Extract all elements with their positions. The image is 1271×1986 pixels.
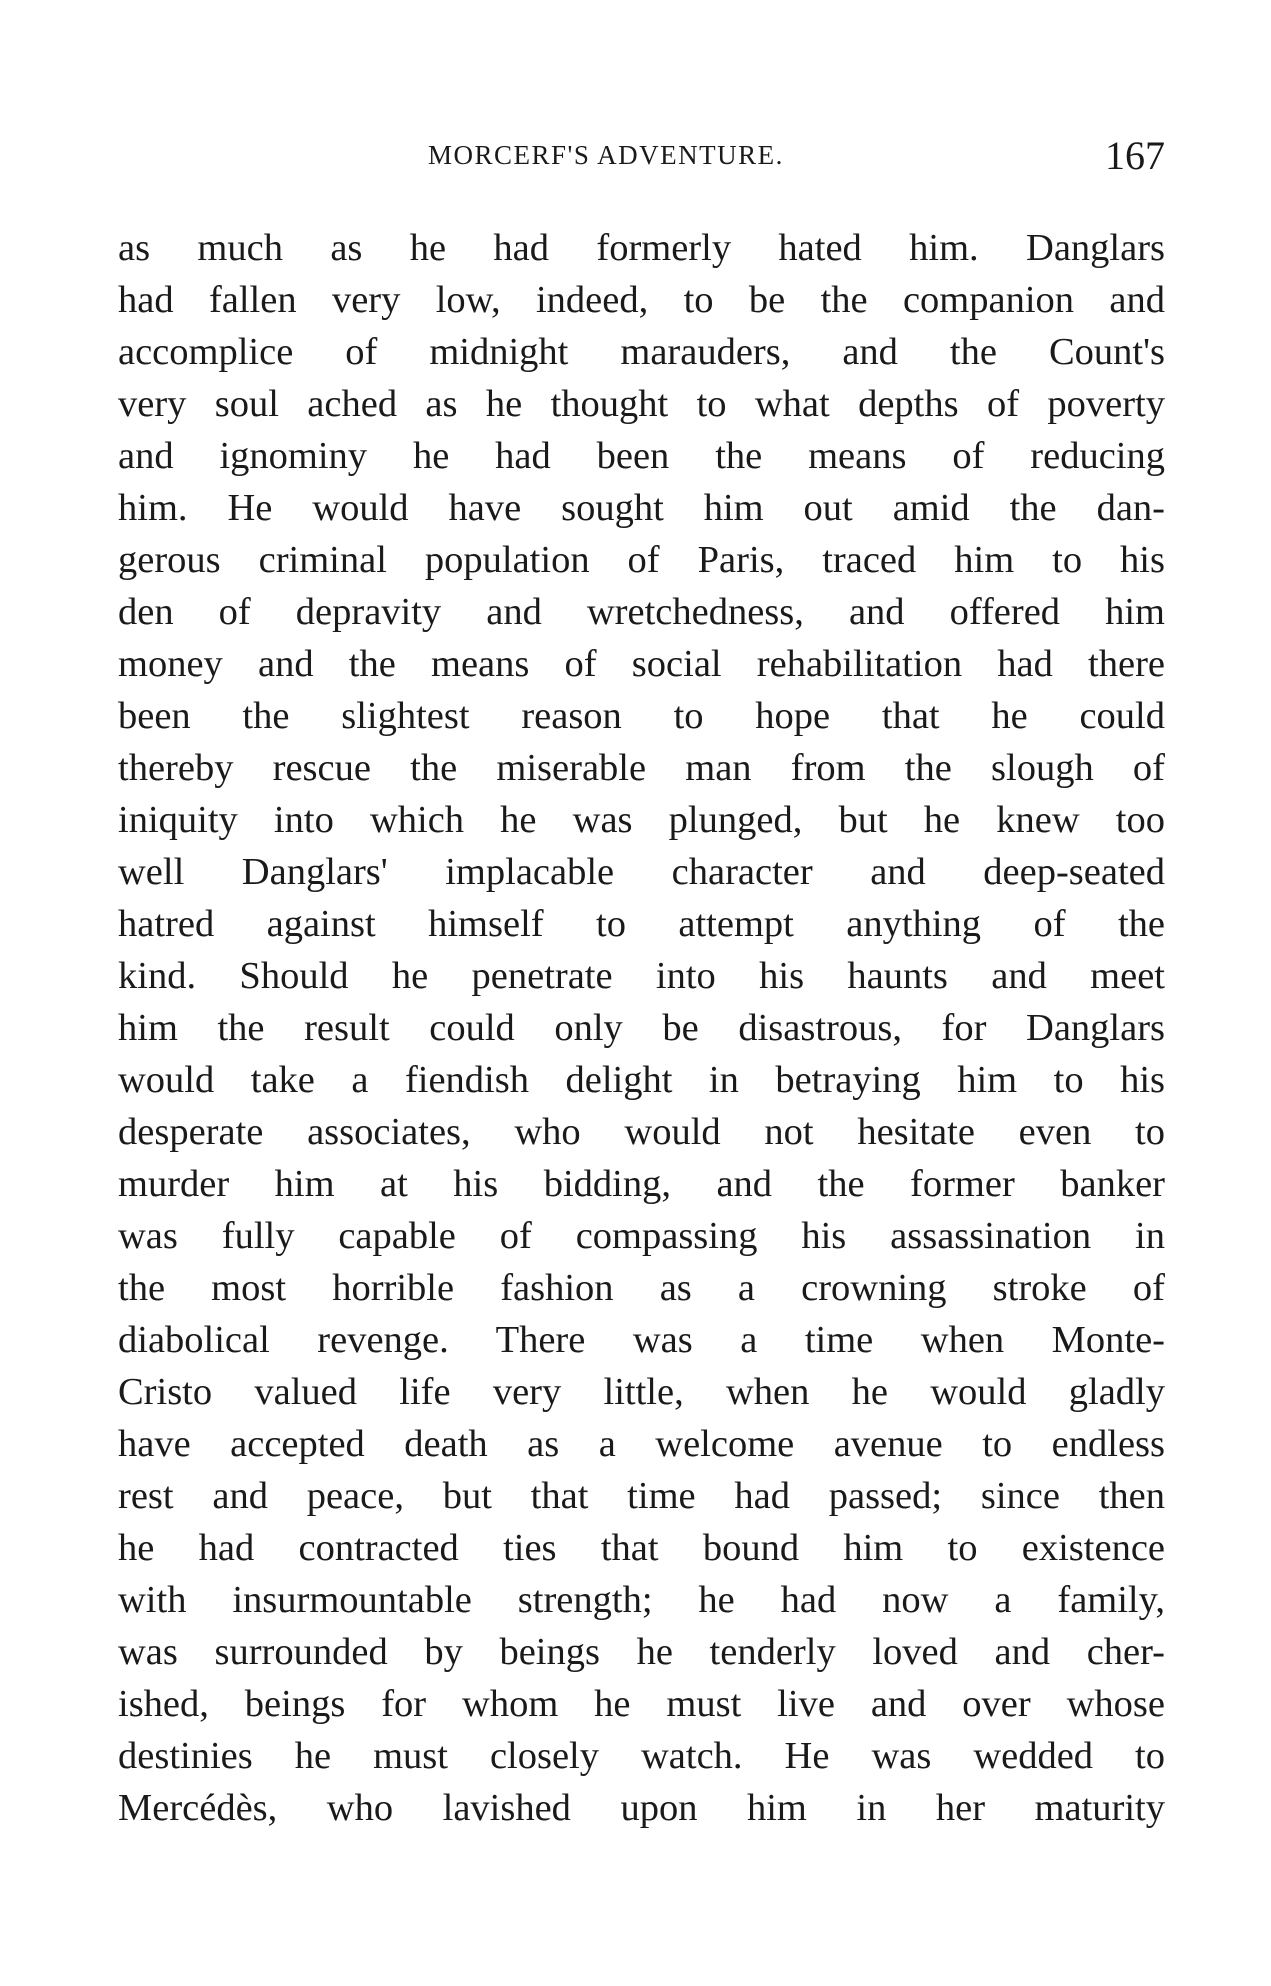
text-line: iniquity into which he was plunged, but he knew too (118, 799, 1165, 841)
page-header (118, 132, 1165, 182)
page-number: 167 (1105, 133, 1165, 178)
text-line: destinies he must closely watch. He was wedded to (118, 1735, 1165, 1777)
text-line: Cristo valued life very little, when he would gladly (118, 1371, 1165, 1413)
text-line: the most horrible fashion as a crowning stroke of (118, 1267, 1165, 1309)
text-line: him the result could only be disastrous, for Danglars (118, 1007, 1165, 1049)
text-line: accomplice of midnight marauders, and the Count's (118, 331, 1165, 373)
text-line: been the slightest reason to hope that he could (118, 695, 1165, 737)
text-line: money and the means of social rehabilitation had there (118, 643, 1165, 685)
text-line: ished, beings for whom he must live and over whose (118, 1683, 1165, 1725)
text-line: with insurmountable strength; he had now a family, (118, 1579, 1165, 1621)
text-line: have accepted death as a welcome avenue to endless (118, 1423, 1165, 1465)
text-line: den of depravity and wretchedness, and offered him (118, 591, 1165, 633)
text-line: thereby rescue the miserable man from the slough of (118, 747, 1165, 789)
text-line: kind. Should he penetrate into his haunts and meet (118, 955, 1165, 997)
text-line: murder him at his bidding, and the former banker (118, 1163, 1165, 1205)
text-line: well Danglars' implacable character and deep-seated (118, 851, 1165, 893)
body-text (118, 222, 1165, 1834)
text-line: gerous criminal population of Paris, traced him to his (118, 539, 1165, 581)
text-line: he had contracted ties that bound him to existence (118, 1527, 1165, 1569)
text-line: diabolical revenge. There was a time when Monte- (118, 1319, 1165, 1361)
text-line: hatred against himself to attempt anything of the (118, 903, 1165, 945)
text-line: rest and peace, but that time had passed; since then (118, 1475, 1165, 1517)
text-line: had fallen very low, indeed, to be the companion and (118, 279, 1165, 321)
text-line: very soul ached as he thought to what depths of poverty (118, 383, 1165, 425)
text-line: was surrounded by beings he tenderly loved and cher- (118, 1631, 1165, 1673)
text-line: him. He would have sought him out amid the dan- (118, 487, 1165, 529)
running-title: MORCERF'S ADVENTURE. (428, 140, 784, 170)
text-line: and ignominy he had been the means of reducing (118, 435, 1165, 477)
text-line: desperate associates, who would not hesitate even to (118, 1111, 1165, 1153)
text-line: Mercédès, who lavished upon him in her maturity (118, 1787, 1165, 1829)
text-line: would take a fiendish delight in betraying him to his (118, 1059, 1165, 1101)
text-line: as much as he had formerly hated him. Danglars (118, 227, 1165, 269)
text-line: was fully capable of compassing his assassination in (118, 1215, 1165, 1257)
